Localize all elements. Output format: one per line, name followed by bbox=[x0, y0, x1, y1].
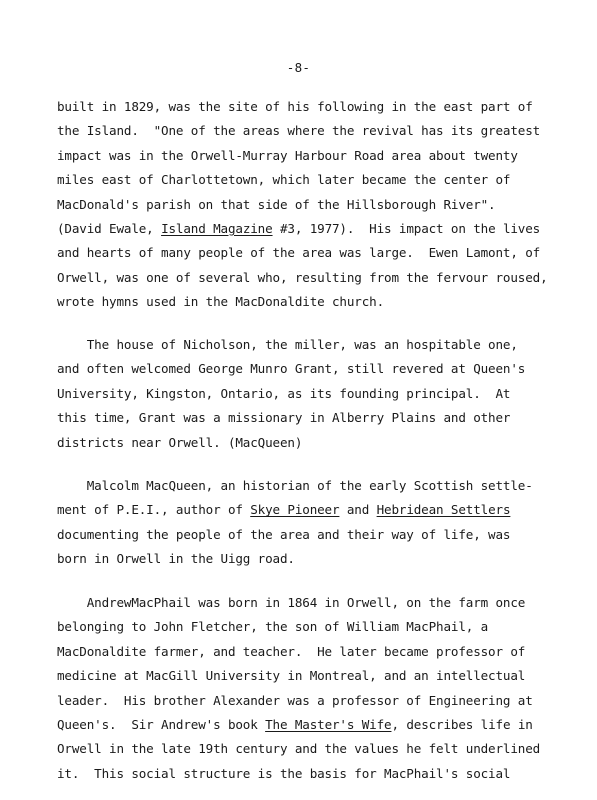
underlined-title: Island Magazine bbox=[161, 220, 273, 236]
text-line bbox=[57, 615, 577, 639]
text-line bbox=[57, 664, 577, 688]
text-line bbox=[57, 266, 577, 290]
text-line bbox=[57, 168, 577, 192]
text-segment: this time, Grant was a missionary in Alberry Plains and other bbox=[57, 410, 511, 426]
text-line bbox=[57, 241, 577, 265]
paragraph-malcolm-macqueen bbox=[57, 474, 577, 572]
text-segment: belonging to John Fletcher, the son of William MacPhail, a bbox=[57, 619, 489, 635]
text-line bbox=[57, 119, 577, 143]
text-segment: built in 1829, was the site of his following in the east part of bbox=[57, 99, 533, 114]
text-segment: , describes life in bbox=[391, 716, 533, 732]
text-segment: miles east of Charlottetown, which later became the center of bbox=[57, 172, 511, 188]
text-line bbox=[57, 382, 577, 406]
text-segment: born in Orwell in the Uigg road. bbox=[57, 551, 295, 567]
text-segment: and hearts of many people of the area was large. Ewen Lamont, of bbox=[57, 245, 541, 261]
text-segment: Malcolm MacQueen, an historian of the early Scottish settle- bbox=[57, 478, 533, 493]
text-segment: The house of Nicholson, the miller, was an hospitable one, bbox=[57, 337, 518, 352]
text-segment: medicine at MacGill University in Montreal, and an intellectual bbox=[57, 668, 526, 684]
text-line bbox=[57, 474, 577, 498]
text-segment: impact was in the Orwell-Murray Harbour Road area about twenty bbox=[57, 147, 518, 163]
text-line bbox=[57, 217, 577, 241]
text-segment: AndrewMacPhail was born in 1864 in Orwell, on the farm once bbox=[57, 595, 526, 610]
text-segment: MacDonald's parish on that side of the Hillsborough River". bbox=[57, 196, 496, 212]
text-segment: MacDonaldite farmer, and teacher. He later became professor of bbox=[57, 643, 526, 659]
text-segment: Orwell in the late 19th century and the values he felt underlined bbox=[57, 741, 541, 757]
text-line bbox=[57, 762, 577, 786]
text-line bbox=[57, 640, 577, 664]
text-line bbox=[57, 737, 577, 761]
text-segment: and bbox=[339, 502, 377, 518]
text-line bbox=[57, 357, 577, 381]
text-line bbox=[57, 290, 577, 314]
text-line bbox=[57, 431, 577, 455]
underlined-title: Hebridean Settlers bbox=[376, 502, 511, 518]
text-line bbox=[57, 498, 577, 522]
text-line bbox=[57, 713, 577, 737]
text-segment: districts near Orwell. (MacQueen) bbox=[57, 434, 303, 450]
text-segment: ment of P.E.I., author of bbox=[57, 502, 251, 518]
paragraph-andrew-macphail bbox=[57, 591, 577, 786]
text-segment: wrote hymns used in the MacDonaldite church. bbox=[57, 294, 385, 310]
text-segment: (David Ewale, bbox=[57, 220, 162, 236]
text-segment: and often welcomed George Munro Grant, still revered at Queen's bbox=[57, 361, 526, 377]
text-segment: leader. His brother Alexander was a professor of Engineering at bbox=[57, 692, 533, 708]
text-line bbox=[57, 333, 577, 357]
text-segment: Queen's. Sir Andrew's book bbox=[57, 716, 266, 732]
text-segment: Orwell, was one of several who, resulting from the fervour roused, bbox=[57, 269, 548, 285]
text-segment: documenting the people of the area and their way of life, was bbox=[57, 526, 511, 542]
text-line bbox=[57, 406, 577, 430]
text-line bbox=[57, 591, 577, 615]
text-line bbox=[57, 547, 577, 571]
text-segment: it. This social structure is the basis for MacPhail's social bbox=[57, 765, 511, 781]
underlined-title: Skye Pioneer bbox=[250, 502, 340, 518]
text-segment: the Island. "One of the areas where the revival has its greatest bbox=[57, 123, 541, 139]
text-segment: University, Kingston, Ontario, as its founding principal. At bbox=[57, 385, 511, 401]
page-number: -8- bbox=[286, 60, 311, 75]
text-segment: #3, 1977). His impact on the lives bbox=[272, 220, 541, 236]
text-line bbox=[57, 193, 577, 217]
paragraph-nicholson-house bbox=[57, 333, 577, 455]
text-line bbox=[57, 689, 577, 713]
paragraph-macdonaldite-revival bbox=[57, 95, 577, 315]
text-line bbox=[57, 95, 577, 119]
underlined-title: The Master's Wife bbox=[265, 716, 392, 732]
text-line bbox=[57, 144, 577, 168]
text-line bbox=[57, 523, 577, 547]
